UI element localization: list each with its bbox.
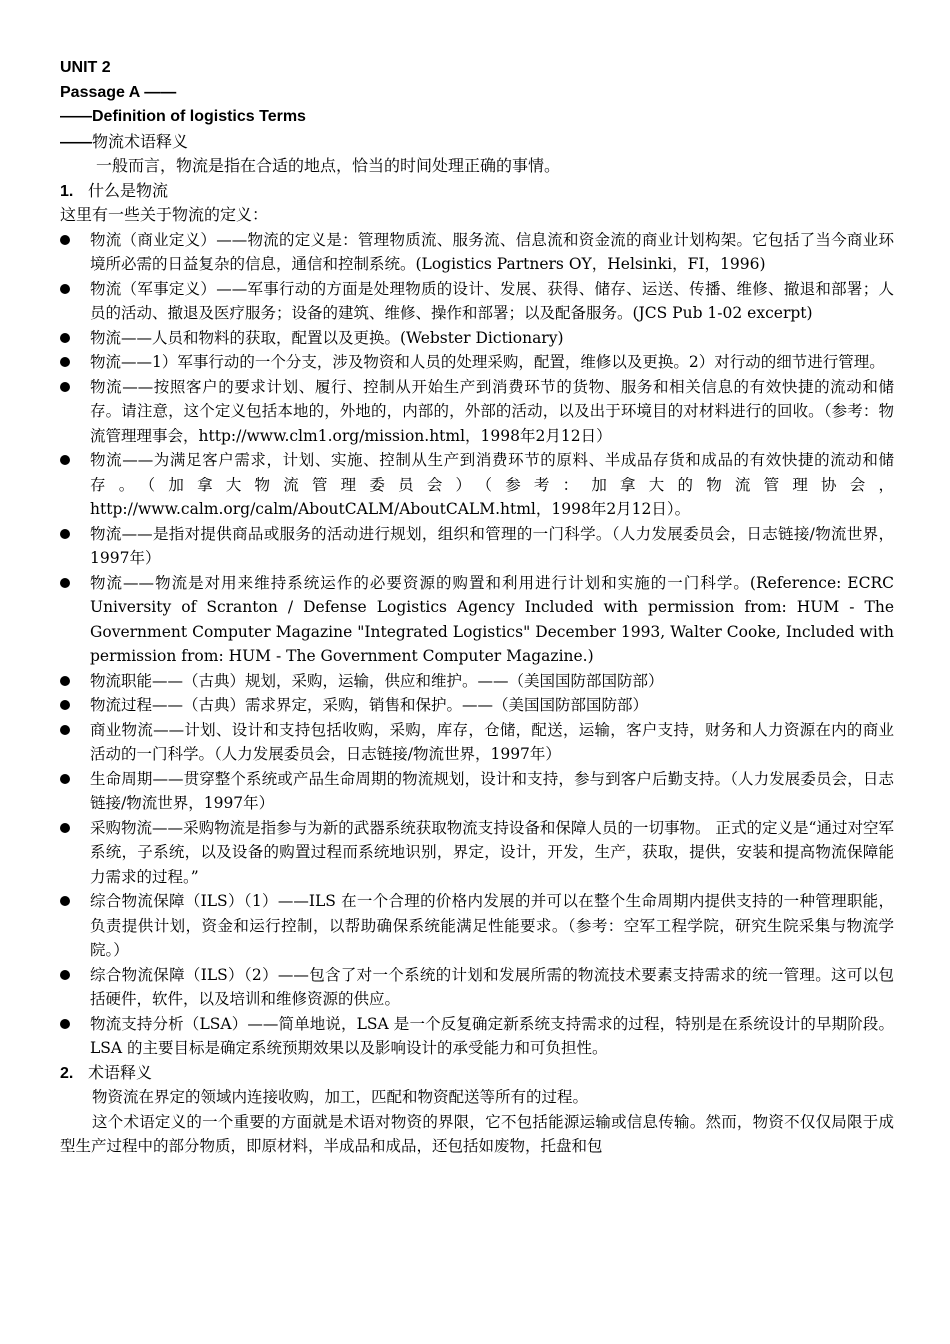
section-2-number: 2.: [60, 1064, 74, 1082]
definition-item: [60, 718, 894, 767]
bullet-dot: [60, 896, 70, 906]
title-chinese-text: 物流术语释义: [92, 131, 189, 151]
definition-item: [60, 326, 894, 351]
title-english: ——Definition of logistics Terms: [60, 108, 306, 125]
section-1-title: 什么是物流: [88, 180, 169, 200]
bullet-dot: [60, 1019, 70, 1029]
bullet-dot: [60, 357, 70, 367]
definition-text: 物流（军事定义）——军事行动的方面是处理物质的设计、发展、获得、储存、运送、传播、维修、撤退和部署；人员的活动、撤退及医疗服务；设备的建筑、维修、操作和部署；以及配备服务。(JCS Pub 1-02 excerpt): [90, 279, 894, 322]
definition-item: [60, 277, 894, 326]
definition-item: [60, 963, 894, 1012]
section-1-lead: 这里有一些关于物流的定义：: [60, 205, 269, 224]
definition-text: 物流职能——（古典）规划，采购，运输，供应和维护。——（美国国防部国防部）: [90, 671, 664, 690]
bullet-dot: [60, 970, 70, 980]
definition-text: 生命周期——贯穿整个系统或产品生命周期的物流规划，设计和支持，参与到客户后勤支持。（人力发展委员会，日志链接/物流世界，1997年）: [90, 769, 894, 812]
definition-item: [60, 1012, 894, 1061]
definition-item: [60, 767, 894, 816]
passage-heading: Passage A ——: [60, 83, 177, 101]
definition-text: 物流——为满足客户需求，计划、实施、控制从生产到消费环节的原料、半成品存货和成品的有效快捷的流动和储存。（加拿大物流管理委员会）（参考：加拿大的物流管理协会，http://www.calm.org/calm/AboutCALM/AboutCALM.html，1998年2月12日）。: [90, 451, 894, 518]
intro-sentence: 一般而言，物流是指在合适的地点，恰当的时间处理正确的事情。: [96, 156, 561, 175]
unit-heading: UNIT 2: [60, 59, 111, 76]
definition-text: 物流——按照客户的要求计划、履行、控制从开始生产到消费环节的货物、服务和相关信息的有效快捷的流动和储存。请注意，这个定义包括本地的，外地的，内部的，外部的活动，以及出于环境目的对材料进行的回收。（参考：物流管理理事会，http://www.clm1.org/mission.html，1998年2月12日）: [90, 377, 894, 445]
definition-text: 物流（商业定义）——物流的定义是：管理物质流、服务流、信息流和资金流的商业计划构架。它包括了当今商业环境所必需的日益复杂的信息，通信和控制系统。(Logistics Partners OY，Helsinki，FI，1996): [90, 230, 894, 273]
bullet-dot: [60, 382, 70, 392]
bullet-dot: [60, 235, 70, 245]
title-chinese: [60, 130, 894, 155]
definition-text: 物流——是指对提供商品或服务的活动进行规划，组织和管理的一门科学。（人力发展委员会，日志链接/物流世界，1997年）: [90, 524, 894, 567]
section-2-heading: [60, 1061, 894, 1086]
definition-item: [60, 816, 894, 890]
section-2-title: 术语释义: [88, 1062, 153, 1082]
definition-text: 物流——物流是对用来维持系统运作的必要资源的购置和利用进行计划和实施的一门科学。(Reference: ECRC University of Scranton / Defense Logistics Agency Included with permission from: HUM - The Government Computer Magazine "Integrated Logistics" December 1993, Walter Cooke, Included with permission from: HUM - The Government Computer Magazine.): [90, 573, 894, 665]
bullet-dot: [60, 823, 70, 833]
definition-text: 综合物流保障（ILS）（2）——包含了对一个系统的计划和发展所需的物流技术要素支持需求的统一管理。这可以包括硬件，软件，以及培训和维修资源的供应。: [90, 965, 894, 1008]
bullet-dot: [60, 529, 70, 539]
section-2-paragraph-1: 物资流在界定的领域内连接收购，加工，匹配和物资配送等所有的过程。: [92, 1088, 589, 1106]
bullet-dot: [60, 284, 70, 294]
bullet-dot: [60, 455, 70, 465]
section-1-heading: [60, 179, 894, 204]
section-2-paragraph-2: 这个术语定义的一个重要的方面就是术语对物资的界限，它不包括能源运输或信息传输。然而，物资不仅仅局限于成型生产过程中的部分物质，即原材料，半成品和成品，还包括如废物，托盘和包: [60, 1112, 894, 1155]
bullet-dot: [60, 676, 70, 686]
definition-item: [60, 448, 894, 522]
definition-item: [60, 889, 894, 963]
definition-text: 商业物流——计划、设计和支持包括收购，采购，库存，仓储，配送，运输，客户支持，财务和人力资源在内的商业活动的一门科学。（人力发展委员会，日志链接/物流世界，1997年）: [90, 720, 894, 763]
definition-item: [60, 350, 894, 375]
definition-text: 物流过程——（古典）需求界定，采购，销售和保护。——（美国国防部国防部）: [90, 696, 649, 714]
bullet-dot: [60, 725, 70, 735]
title-dash: ——: [60, 133, 92, 151]
definition-text: 物流支持分析（LSA）——简单地说，LSA 是一个反复确定新系统支持需求的过程，特别是在系统设计的早期阶段。LSA 的主要目标是确定系统预期效果以及影响设计的承受能力和可负担性。: [90, 1014, 894, 1057]
definition-text: 综合物流保障（ILS）（1）——ILS 在一个合理的价格内发展的并可以在整个生命周期内提供支持的一种管理职能，负责提供计划，资金和运行控制，以帮助确保系统能满足性能要求。（参考：空军工程学院，研究生院采集与物流学院。）: [90, 892, 894, 959]
document-page: [60, 56, 894, 1159]
definition-item: [60, 522, 894, 571]
definition-text: 物流——1）军事行动的一个分支，涉及物资和人员的处理采购，配置，维修以及更换。2）对行动的细节进行管理。: [90, 353, 885, 371]
bullet-dot: [60, 333, 70, 343]
bullet-dot: [60, 700, 70, 710]
definition-item: [60, 375, 894, 449]
definition-item: [60, 228, 894, 277]
definition-item: [60, 693, 894, 718]
definition-text: 采购物流——采购物流是指参与为新的武器系统获取物流支持设备和保障人员的一切事物。 正式的定义是“通过对空军系统，子系统，以及设备的购置过程而系统地识别，界定，设计，开发，生产，获取，提供，安装和提高物流保障能力需求的过程。”: [90, 818, 894, 886]
definition-item: [60, 571, 894, 669]
definition-item: [60, 669, 894, 694]
definition-text: 物流——人员和物料的获取，配置以及更换。(Webster Dictionary): [90, 328, 564, 347]
bullet-dot: [60, 578, 70, 588]
section-1-number: 1.: [60, 182, 74, 200]
bullet-dot: [60, 774, 70, 784]
definition-list: [60, 228, 894, 1061]
